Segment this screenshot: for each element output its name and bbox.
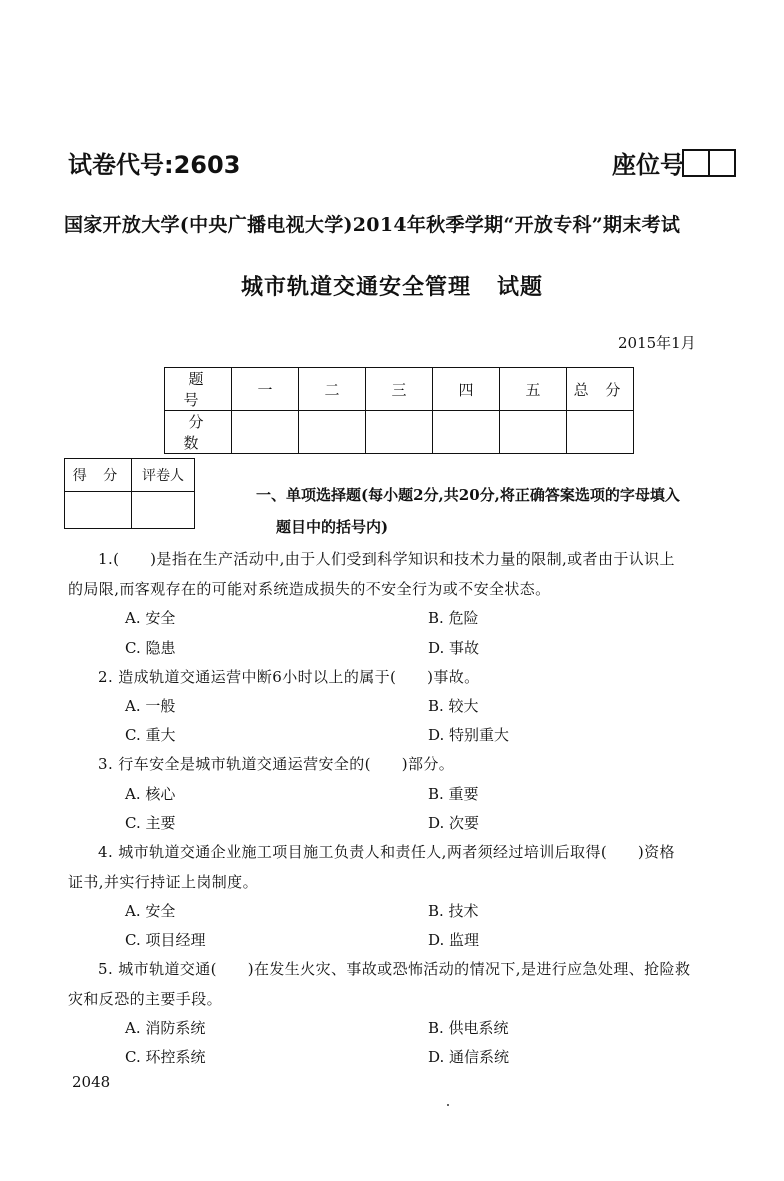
question-3-option-d: D. 次要 (428, 814, 480, 832)
grader-reviewer-label: 评卷人 (132, 459, 195, 492)
question-5-option-c: C. 环控系统 (125, 1048, 206, 1066)
question-3-option-b: B. 重要 (428, 785, 479, 803)
question-2-option-d: D. 特别重大 (428, 726, 510, 744)
question-2-option-b: B. 较大 (428, 697, 479, 715)
question-2-option-c: C. 重大 (125, 726, 176, 744)
scan-speck (447, 1104, 449, 1106)
question-5-option-d: D. 通信系统 (428, 1048, 510, 1066)
question-3-option-a: A. 核心 (125, 785, 176, 803)
exam-date: 2015年1月 (618, 334, 696, 352)
seat-box-1 (682, 149, 710, 177)
page-title (0, 270, 784, 301)
question-4-option-a: A. 安全 (125, 902, 176, 920)
score-cell (433, 411, 500, 454)
question-4-option-c: C. 项目经理 (125, 931, 206, 949)
score-cell (500, 411, 567, 454)
score-table-score-row (165, 411, 634, 454)
question-4-option-d: D. 监理 (428, 931, 480, 949)
score-cell (232, 411, 299, 454)
page-number: 2048 (72, 1073, 111, 1091)
score-col-4: 四 (433, 368, 500, 411)
question-1-option-b: B. 危险 (428, 609, 479, 627)
score-cell (299, 411, 366, 454)
question-4-option-b: B. 技术 (428, 902, 479, 920)
question-4-text-cont: 证书,并实行持证上岗制度。 (68, 873, 258, 891)
score-col-total: 总 分 (567, 368, 634, 411)
score-col-1: 一 (232, 368, 299, 411)
section-heading: 一、单项选择题(每小题2分,共20分,将正确答案选项的字母填入 (256, 486, 680, 504)
score-cell (366, 411, 433, 454)
score-table-header-row (165, 368, 634, 411)
seat-box-2 (708, 149, 736, 177)
score-table (164, 367, 634, 454)
question-3-text: 3. 行车安全是城市轨道交通运营安全的( )部分。 (98, 755, 455, 773)
section-heading-cont: 题目中的括号内) (276, 518, 389, 536)
grader-reviewer-cell (132, 492, 195, 529)
question-5-option-b: B. 供电系统 (428, 1019, 509, 1037)
seat-number-field (612, 145, 736, 180)
score-cell (567, 411, 634, 454)
question-1-option-d: D. 事故 (428, 639, 480, 657)
seat-label: 座位号 (612, 151, 684, 179)
question-2-text: 2. 造成轨道交通运营中断6小时以上的属于( )事故。 (98, 668, 480, 686)
score-table-row1-label: 题 号 (165, 368, 232, 411)
grader-score-cell (65, 492, 132, 529)
paper-code: 试卷代号:2603 (68, 151, 241, 179)
question-1-option-c: C. 隐患 (125, 639, 176, 657)
course-title: 城市轨道交通安全管理 (240, 275, 471, 300)
question-1-text: 1.( )是指在生产活动中,由于人们受到科学知识和技术力量的限制,或者由于认识上 (98, 550, 675, 568)
question-1-text-cont: 的局限,而客观存在的可能对系统造成损失的不安全行为或不安全状态。 (68, 580, 551, 598)
score-col-3: 三 (366, 368, 433, 411)
score-col-2: 二 (299, 368, 366, 411)
question-2-option-a: A. 一般 (125, 697, 176, 715)
exam-name: 国家开放大学(中央广播电视大学)2014年秋季学期“开放专科”期末考试 (64, 214, 681, 236)
score-table-row2-label: 分 数 (165, 411, 232, 454)
question-5-option-a: A. 消防系统 (125, 1019, 206, 1037)
grader-score-label: 得 分 (65, 459, 132, 492)
question-1-option-a: A. 安全 (125, 609, 176, 627)
question-5-text: 5. 城市轨道交通( )在发生火灾、事故或恐怖活动的情况下,是进行应急处理、抢险救 (98, 960, 691, 978)
question-5-text-cont: 灾和反恐的主要手段。 (68, 990, 223, 1008)
question-4-text: 4. 城市轨道交通企业施工项目施工负责人和责任人,两者须经过培训后取得( )资格 (98, 843, 675, 861)
title-suffix: 试题 (497, 275, 544, 300)
grader-table (64, 458, 195, 529)
question-3-option-c: C. 主要 (125, 814, 176, 832)
score-col-5: 五 (500, 368, 567, 411)
